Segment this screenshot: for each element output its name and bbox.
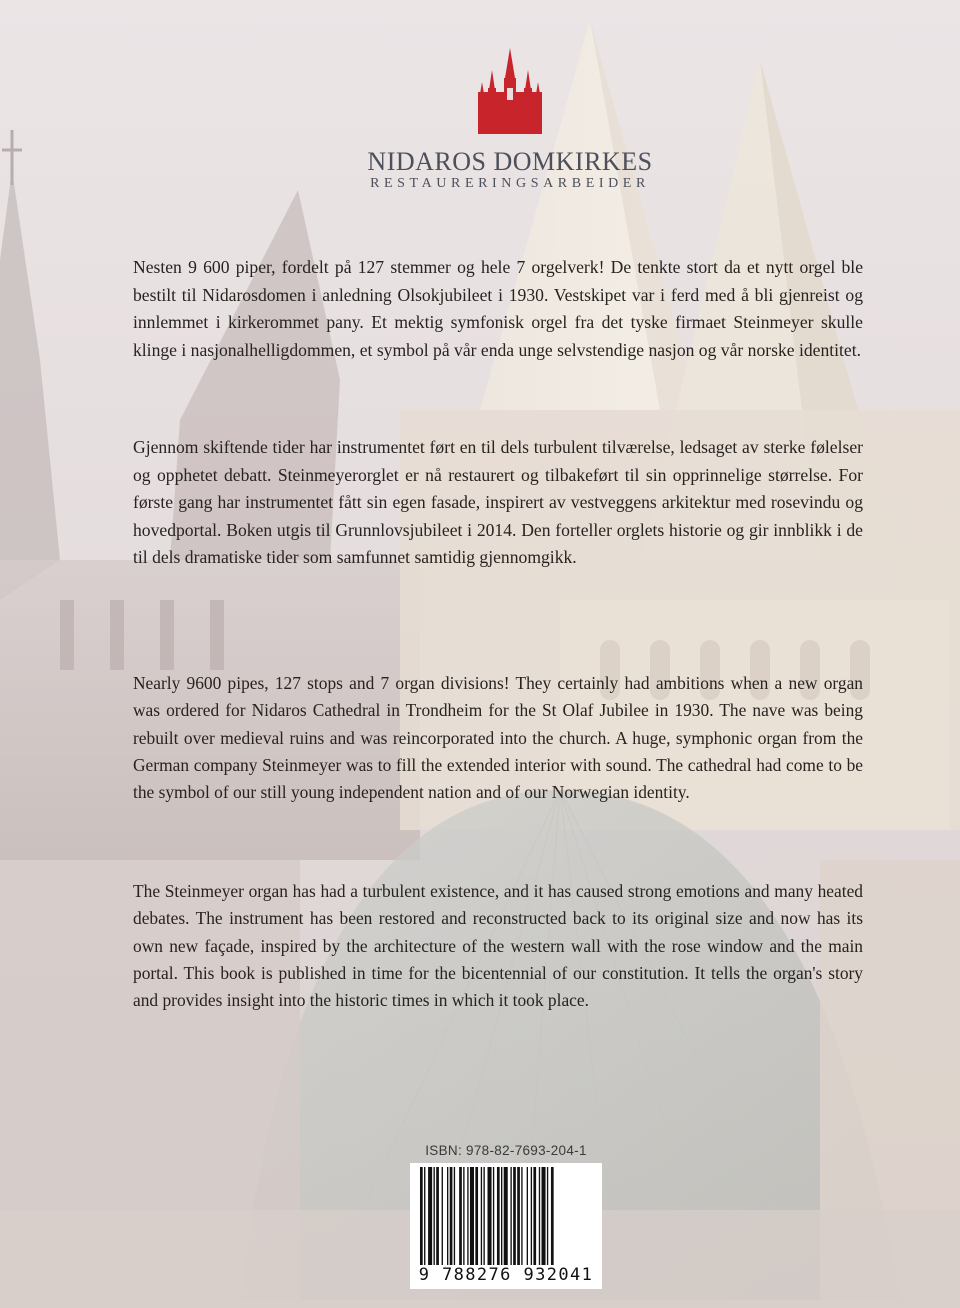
norwegian-paragraph-1: Nesten 9 600 piper, fordelt på 127 stemmer og hele 7 orgelverk! De tenkte stort da et nytt orgel ble bestilt til Nidarosdomen i anledning Olsokjubileet i 1930. Vestskipet var i ferd med å bli gjenreist og innlemmet i kirkerommet pany. Et mektig symfonisk orgel fra det tyske firmaet Steinmeyer skulle klinge i nasjonalhelligdommen, et symbol på vår enda unge selvstendige nasjon og vår norske identitet. <box>133 257 863 360</box>
barcode-bar <box>483 1167 484 1265</box>
english-paragraph-1: Nearly 9600 pipes, 127 stops and 7 organ divisions! They certainly had ambitions when a new organ was ordered for Nidaros Cathedral in Trondheim for the St Olaf Jubilee in 1930. The nave was being rebuilt over medieval ruins and was reincorporated into the church. A huge, symphonic organ from the German company Steinmeyer was to fill the extended interior with sound. The cathedral had come to be the symbol of our still young independent nation and of our Norwegian identity. <box>133 673 863 803</box>
barcode-bar <box>436 1167 439 1265</box>
cathedral-logo-icon <box>478 48 542 134</box>
barcode-bar <box>521 1167 522 1265</box>
barcode-bar <box>547 1167 548 1265</box>
barcode-bar <box>510 1167 511 1265</box>
barcode-bar <box>450 1167 453 1265</box>
barcode-bar <box>539 1167 540 1265</box>
isbn-label: ISBN: 978-82-7693-204-1 <box>425 1143 587 1158</box>
barcode-bar <box>447 1167 448 1265</box>
barcode-bar <box>551 1167 554 1265</box>
barcode-bar <box>467 1167 468 1265</box>
barcode-bar <box>420 1167 423 1265</box>
barcode-digits: 9 788276 932041 <box>418 1265 594 1285</box>
brand-title: NIDAROS DOMKIRKES <box>367 147 653 176</box>
english-paragraph-2: The Steinmeyer organ has had a turbulent existence, and it has caused strong emotions and many heated debates. The instrument has been restored and reconstructed back to its original size and now has its own new façade, inspired by the architecture of the western wall with the rose window and the main portal. This book is published in time for the bicentennial of our constitution. It tells the organ's story and provides insight into the historic times in which it took place. <box>133 881 863 1011</box>
barcode-bar <box>497 1167 500 1265</box>
barcode-bars <box>410 1163 602 1267</box>
barcode-bar <box>463 1167 464 1265</box>
barcode-bar <box>517 1167 520 1265</box>
isbn-barcode <box>410 1163 602 1289</box>
norwegian-paragraph-2: Gjennom skiftende tider har instrumentet ført en til dels turbulent tilværelse, ledsaget av sterke følelser og opphetet debatt. Steinmeyerorglet er nå restaurert og tilbakeført til sin opprinnelige størrelse. For første gang har instrumentet fått sin egen fasade, inspirert av vestveggens arkitektur med rosevindu og hovedportal. Boken utgis til Grunnlovsjubileet i 2014. Den forteller orglets historie og gir innblikk i de til dels dramatiske tider som samfunnet samtidig gjennomgikk. <box>133 437 863 567</box>
barcode-bar <box>488 1167 492 1265</box>
barcode-bar <box>493 1167 494 1265</box>
barcode-bar <box>470 1167 474 1265</box>
barcode-bar <box>513 1167 516 1265</box>
barcode-bar <box>501 1167 502 1265</box>
barcode-bar <box>481 1167 482 1265</box>
barcode-bar <box>533 1167 536 1265</box>
barcode-bar <box>424 1167 425 1265</box>
barcode-bar <box>434 1167 435 1265</box>
barcode-bar <box>454 1167 455 1265</box>
barcode-bar <box>442 1167 443 1265</box>
barcode-bar <box>475 1167 478 1265</box>
barcode-bar <box>542 1167 546 1265</box>
barcode-bar <box>504 1167 508 1265</box>
barcode-bar <box>527 1167 528 1265</box>
barcode-bar <box>459 1167 462 1265</box>
barcode-bar <box>428 1167 432 1265</box>
brand-subtitle: RESTAURERINGSARBEIDER <box>370 176 650 191</box>
barcode-bar <box>531 1167 532 1265</box>
